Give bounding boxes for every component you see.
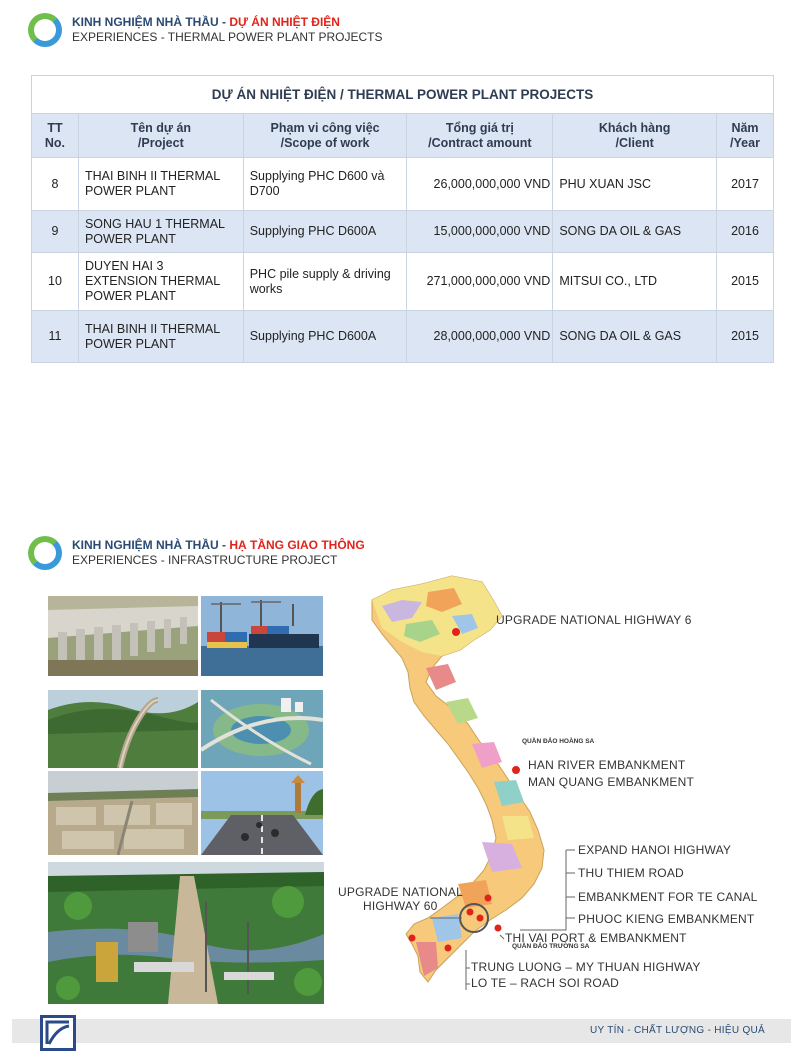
map-label-man-quang: MAN QUANG EMBANKMENT — [528, 775, 695, 789]
map-label-phuoc-kieng: PHUOC KIENG EMBANKMENT — [578, 912, 755, 926]
map-label-thu-thiem: THU THIEM ROAD — [578, 866, 684, 880]
map-label-truong-sa: QUẦN ĐẢO TRƯỜNG SA — [512, 943, 590, 950]
map-label-han-river: HAN RIVER EMBANKMENT — [528, 758, 686, 772]
map-label-thi-vai: THI VAI PORT & EMBANKMENT — [505, 931, 687, 945]
footer-slogan: UY TÍN - CHẤT LƯỢNG - HIỆU QUẢ — [590, 1025, 766, 1036]
table-row: 10 DUYEN HAI 3 EXTENSION THERMAL POWER PLANT PHC pile supply & driving works 271,000,000,000 VND MITSUI CO., LTD 2015 — [32, 253, 774, 311]
footer-logo-icon — [40, 1015, 76, 1051]
column-header-project: Tên dự án /Project — [78, 114, 243, 158]
table-row: 9 SONG HAU 1 THERMAL POWER PLANT Supplying PHC D600A 15,000,000,000 VND SONG DA OIL & GAS 2016 — [32, 211, 774, 253]
column-header-year: Năm /Year — [717, 114, 774, 158]
map-label-trung-luong: TRUNG LUONG – MY THUAN HIGHWAY — [471, 960, 701, 974]
map-label-te-canal: EMBANKMENT FOR TE CANAL — [578, 890, 758, 904]
header-en-title: EXPERIENCES - THERMAL POWER PLANT PROJECTS — [72, 30, 383, 44]
table-row: 11 THAI BINH II THERMAL POWER PLANT Supplying PHC D600A 28,000,000,000 VND SONG DA OIL & GAS 2015 — [32, 311, 774, 363]
map-label-hw6: UPGRADE NATIONAL HIGHWAY 6 — [496, 613, 692, 627]
header-vn-title: KINH NGHIỆM NHÀ THẦU - HẠ TẦNG GIAO THÔNG — [72, 538, 365, 552]
header-vn-title: KINH NGHIỆM NHÀ THẦU - DỰ ÁN NHIỆT ĐIỆN — [72, 15, 340, 29]
column-header-scope: Phạm vi công việc /Scope of work — [243, 114, 407, 158]
header-en-title: EXPERIENCES - INFRASTRUCTURE PROJECT — [72, 553, 338, 567]
map-label-lo-te: LO TE – RACH SOI ROAD — [471, 976, 620, 990]
column-header-amount: Tổng giá trị /Contract amount — [407, 114, 553, 158]
map-label-hw60-line2: HIGHWAY 60 — [363, 899, 438, 913]
map-label-hanoi-highway: EXPAND HANOI HIGHWAY — [578, 843, 732, 857]
table-row: 8 THAI BINH II THERMAL POWER PLANT Supplying PHC D600 và D700 26,000,000,000 VND PHU XUAN JSC 2017 — [32, 158, 774, 211]
map-label-hoang-sa: QUẦN ĐẢO HOÀNG SA — [522, 738, 595, 745]
map-label-hw60-line1: UPGRADE NATIONAL — [338, 885, 463, 899]
column-header-no: TT No. — [32, 114, 79, 158]
table-title: DỰ ÁN NHIỆT ĐIỆN / THERMAL POWER PLANT PROJECTS — [32, 76, 774, 114]
column-header-client: Khách hàng /Client — [553, 114, 717, 158]
